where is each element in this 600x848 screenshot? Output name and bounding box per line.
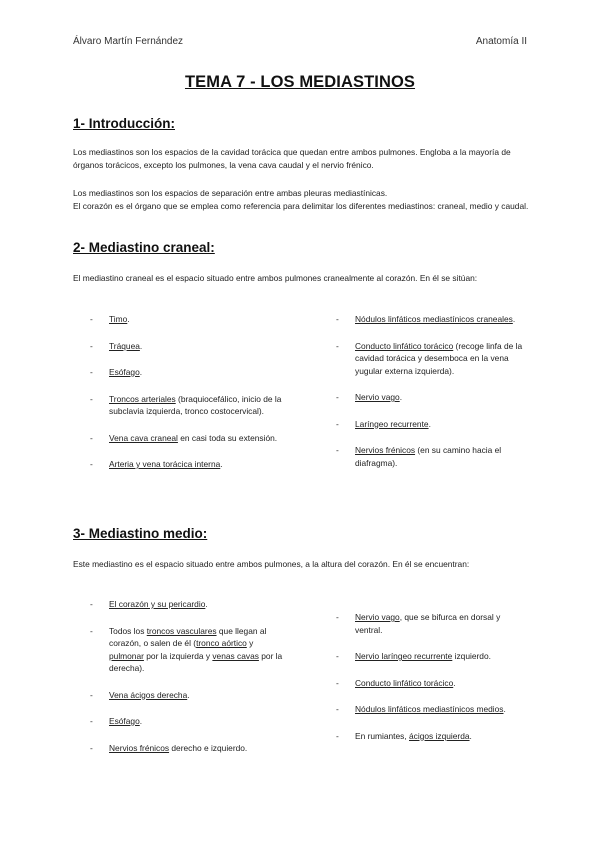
section-heading-introduccion: 1- Introducción: (73, 116, 175, 131)
list-item: - Nervios frénicos (en su camino hacia el diafragma). (336, 444, 528, 469)
list-item: - Esófago. (90, 715, 290, 728)
list-item: - Vena cava craneal en casi toda su extensión. (90, 432, 290, 445)
item-pulmonar: pulmonar (109, 650, 144, 661)
item-esofago-medio: Esófago (109, 716, 140, 726)
list-item: - Troncos arteriales (braquiocefálico, inicio de la subclavia izquierda, tronco costocervical). (90, 393, 290, 418)
craneal-intro: El mediastino craneal es el espacio situado entre ambos pulmones cranealmente al corazón. En él se sitúan: (73, 273, 478, 283)
list-item: - Nervios frénicos derecho e izquierdo. (90, 742, 290, 755)
item-laringeo: Laríngeo recurrente (355, 418, 429, 429)
header-author: Álvaro Martín Fernández (73, 36, 184, 47)
item-frenicos: Nervios frénicos (355, 445, 416, 455)
list-item: - Nódulos linfáticos mediastínicos medios. (336, 703, 528, 716)
item-vago-medio: Nervio vago (355, 612, 400, 622)
list-item: - Esófago. (90, 366, 290, 379)
list-item: - Nervio laríngeo recurrente izquierdo. (336, 650, 528, 663)
craneal-list-right (336, 313, 528, 469)
item-esofago: Esófago (109, 367, 140, 377)
medio-list-left (90, 598, 290, 754)
list-item: - Nódulos linfáticos mediastínicos craneales. (336, 313, 528, 326)
item-vena-cava: Vena cava craneal (109, 432, 178, 443)
item-frenicos-medio: Nervios frénicos (109, 742, 170, 753)
intro-paragraph-2 (73, 187, 533, 213)
list-item: - Todos los troncos vasculares que llegan al corazón, o salen de él (tronco aórtico y pulmonar por la izquierda y venas cavas por la derecha). (90, 625, 290, 675)
item-vago: Nervio vago (355, 392, 400, 402)
item-acigos-derecha: Vena ácigos derecha (109, 689, 188, 700)
item-timo: Timo (109, 314, 128, 324)
item-arteria: Arteria y vena torácica interna (109, 459, 221, 469)
craneal-list-left (90, 313, 290, 471)
item-laringeo-medio: Nervio laríngeo recurrente (355, 651, 453, 661)
item-acigos-izquierda: ácigos izquierda (409, 730, 470, 741)
list-item: - Laríngeo recurrente. (336, 418, 528, 431)
item-conducto: Conducto linfático torácico (355, 340, 454, 351)
item-nodulos: Nódulos linfáticos mediastínicos craneales (355, 314, 513, 324)
item-conducto-medio: Conducto linfático torácico (355, 677, 454, 688)
section-heading-craneal: 2- Mediastino craneal: (73, 240, 215, 255)
intro-paragraph-2a: Los mediastinos son los espacios de separación entre ambas pleuras mediastínicas. (73, 188, 388, 198)
item-corazon: El corazón y su pericardio (109, 599, 206, 609)
list-item: - Arteria y vena torácica interna. (90, 458, 290, 471)
medio-intro: Este mediastino es el espacio situado entre ambos pulmones, a la altura del corazón. En él se encuentran: (73, 559, 470, 569)
item-tronco-aortico: tronco aórtico (196, 638, 247, 648)
list-item: - Conducto linfático torácico (recoge linfa de la cavidad torácica y desemboca en la vena yugular externa izquierda). (336, 340, 528, 378)
list-item: - Vena ácigos derecha. (90, 689, 290, 702)
list-item: - Conducto linfático torácico. (336, 677, 528, 690)
list-item: - Timo. (90, 313, 290, 326)
list-item: - Nervio vago. (336, 391, 528, 404)
list-item: - Tráquea. (90, 340, 290, 353)
list-item: - El corazón y su pericardio. (90, 598, 290, 611)
header-subject: Anatomía II (475, 36, 527, 47)
section-heading-medio: 3- Mediastino medio: (73, 526, 208, 541)
list-item: - En rumiantes, ácigos izquierda. (336, 730, 528, 743)
page-title: TEMA 7 - LOS MEDIASTINOS (184, 73, 416, 91)
item-troncos-vasculares: troncos vasculares (146, 625, 217, 636)
item-nodulos-medio: Nódulos linfáticos mediastínicos medios (355, 704, 504, 714)
intro-paragraph-1: Los mediastinos son los espacios de la cavidad torácica que quedan entre ambos pulmones. Engloba a la mayoría de órganos torácicos, excepto los pulmones, la vena cava caudal y el nervio frénico. (73, 147, 511, 170)
intro-paragraph-2b: El corazón es el órgano que se emplea como referencia para delimitar los diferentes mediastinos: craneal, medio y caudal. (73, 201, 529, 211)
item-troncos: Troncos arteriales (109, 393, 176, 404)
item-venas-cavas: venas cavas (212, 650, 259, 661)
list-item: - Nervio vago, que se bifurca en dorsal y ventral. (336, 611, 528, 636)
medio-list-right (336, 611, 528, 742)
item-traquea: Tráquea (109, 340, 140, 351)
